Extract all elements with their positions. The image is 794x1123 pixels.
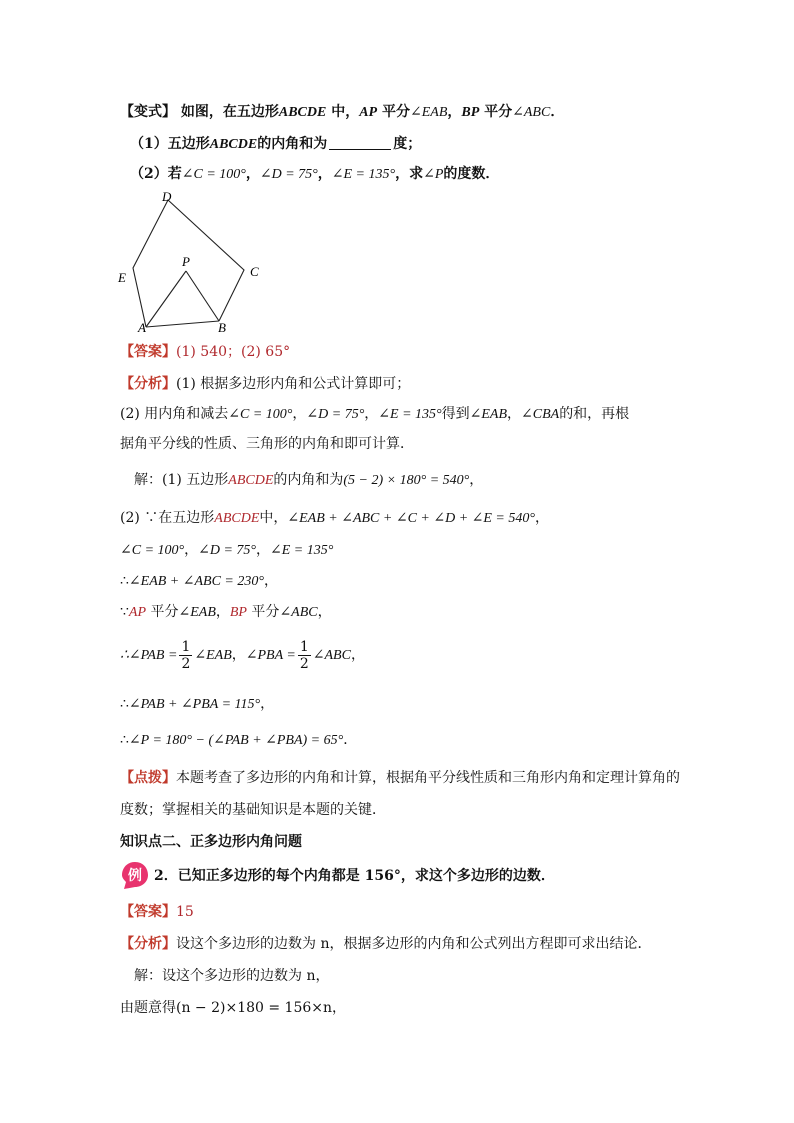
solution-1-line-2: (2) ∵在五边形ABCDE中，∠EAB + ∠ABC + ∠C + ∠D + ∠E = 540°， [120, 510, 549, 526]
solution-1-line-3: ∠C = 100°，∠D = 75°，∠E = 135° [120, 542, 334, 558]
analysis-2: 【分析】设这个多边形的边数为 n，根据多边形的内角和公式列出方程即可求出结论． [120, 936, 652, 952]
example-2-question: 2．已知正多边形的每个内角都是 156°，求这个多边形的边数． [154, 868, 555, 884]
label-e: E [118, 270, 126, 285]
label-d: D [162, 189, 172, 204]
example-badge-label: 例 [128, 868, 142, 884]
solution-1-line-6: ∴∠PAB = $\frac{1}{2}$ ∠EAB，∠PBA = $\frac{1}{2}$ ∠ABC， [120, 638, 365, 672]
variant-tag: 【变式】 [120, 104, 176, 120]
example-badge-icon [120, 860, 150, 890]
analysis-1-line-2: (2) 用内角和减去∠C = 100°，∠D = 75°，∠E = 135°得到∠EAB，∠CBA的和，再根 [120, 406, 630, 422]
solution-1-line-8: ∴∠P = 180° − (∠PAB + ∠PBA) = 65°． [120, 732, 358, 748]
segment-ab [146, 321, 219, 327]
label-c: C [250, 264, 259, 279]
segment-ap [146, 271, 186, 327]
answer-1: 【答案】(1) 540；(2) 65° [120, 344, 291, 360]
tip-1-line-2: 度数；掌握相关的基础知识是本题的关键． [120, 802, 386, 818]
variant-problem: 【变式】 如图，在五边形ABCDE 中，AP 平分∠EAB，BP 平分∠ABC． [120, 104, 565, 120]
answer-2: 【答案】15 [120, 904, 194, 920]
question-1: （1）五边形ABCDE的内角和为 度； [130, 136, 422, 152]
answer-blank [329, 135, 391, 150]
fraction-half: $\frac{1}{2}$ [299, 638, 309, 672]
solution-2-line-1: 解：设这个多边形的边数为 n， [120, 968, 330, 984]
tip-1-line-1: 【点拨】本题考查了多边形的内角和计算，根据角平分线性质和三角形内角和定理计算角的 [120, 770, 680, 786]
label-a: A [138, 320, 146, 335]
fraction-half: $\frac{1}{2}$ [181, 638, 191, 672]
solution-1-line-1: 解：(1) 五边形ABCDE的内角和为(5 − 2) × 180° = 540°， [120, 472, 484, 488]
analysis-1-line-1: 【分析】(1) 根据多边形内角和公式计算即可； [120, 376, 411, 392]
label-p: P [182, 254, 190, 269]
section-title: 知识点二、正多边形内角问题 [120, 834, 302, 850]
analysis-1-line-3: 据角平分线的性质、三角形的内角和即可计算． [120, 436, 414, 452]
solution-2-line-2: 由题意得(n − 2)×180 = 156×n， [120, 1000, 347, 1016]
solution-1-line-7: ∴∠PAB + ∠PBA = 115°， [120, 696, 275, 712]
segment-bp [186, 271, 219, 321]
label-b: B [218, 320, 226, 335]
solution-1-line-4: ∴∠EAB + ∠ABC = 230°， [120, 573, 278, 589]
question-2: （2）若∠C = 100°，∠D = 75°，∠E = 135°，求∠P的度数． [130, 166, 500, 182]
solution-1-line-5: ∵AP 平分∠EAB，BP 平分∠ABC， [120, 604, 332, 620]
pentagon-figure [114, 186, 274, 336]
